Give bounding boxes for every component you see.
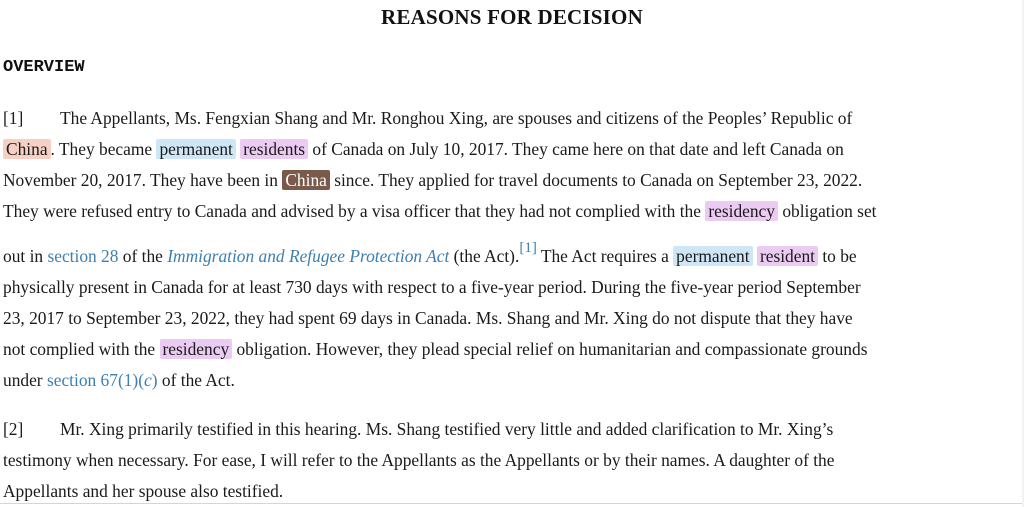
text-run: The Act requires a [536,246,674,266]
text-line [3,170,862,191]
text-run: November 20, 2017. They have been in [3,170,283,190]
text-run: They were refused entry to Canada and advised by a visa officer that they had not complied with the [3,201,706,221]
text-run: since. They applied for travel documents to Canada on September 23, 2022. [329,170,863,190]
text-line [3,370,235,391]
text-run: testimony when necessary. For ease, I will refer to the Appellants as the Appellants or by their names. A daughter of the [3,450,835,470]
text-run: of the Act. [157,370,235,390]
text-line [3,308,853,329]
text-run: The Appellants, Ms. Fengxian Shang and Mr. Ronghou Xing, are spouses and citizens of the Peoples’ Republic of [60,108,853,128]
paragraph-number: [2] [3,419,24,439]
text-run: to be [818,246,857,266]
text-line [3,277,861,298]
footnote-link[interactable]: [1] [519,240,537,256]
paragraph-number: [1] [3,108,24,128]
document-title: REASONS FOR DECISION [381,5,643,29]
text-run: 23, 2017 to September 23, 2022, they had spent 69 days in Canada. Ms. Shang and Mr. Xing do not dispute that they have [3,308,853,328]
text-run: Mr. Xing primarily testified in this hearing. Ms. Shang testified very little and added clarification to Mr. Xing’s [60,419,834,439]
text-run: not complied with the [3,339,160,359]
highlighted-term: China [3,139,51,159]
bottom-divider [0,503,1024,504]
text-run: under [3,370,47,390]
highlighted-term: resident [757,246,818,266]
statute-link[interactable]: section 67(1)( [46,370,145,390]
text-line [3,339,867,360]
text-line [3,139,844,160]
text-run: obligation. However, they plead special relief on humanitarian and compassionate grounds [232,339,868,359]
highlighted-term: China [282,170,330,190]
statute-link[interactable]: section 28 [47,246,119,266]
text-run: (the Act). [449,246,520,266]
text-line [3,201,877,222]
statute-link[interactable]: c [144,370,152,390]
section-heading-overview: OVERVIEW [3,58,85,77]
text-run: out in [3,246,48,266]
highlighted-term: residency [160,339,233,359]
text-line [3,450,834,471]
text-run: of Canada on July 10, 2017. They came here on that date and left Canada on [308,139,844,159]
text-line [3,419,833,440]
text-run: Appellants and her spouse also testified. [3,481,284,501]
statute-link[interactable]: Immigration and Refugee Protection Act [167,246,450,266]
text-run: of the [118,246,168,266]
highlighted-term: permanent [156,139,235,159]
text-line [3,108,852,129]
text-run: . They became [50,139,157,159]
statute-link[interactable]: ) [151,370,158,390]
text-run: physically present in Canada for at least 730 days with respect to a five-year period. During the five-year period September [3,277,861,297]
highlighted-term: residents [240,139,308,159]
text-line [3,481,283,502]
text-line [3,240,857,267]
text-run: obligation set [777,201,877,221]
highlighted-term: permanent [673,246,752,266]
highlighted-term: residency [705,201,778,221]
